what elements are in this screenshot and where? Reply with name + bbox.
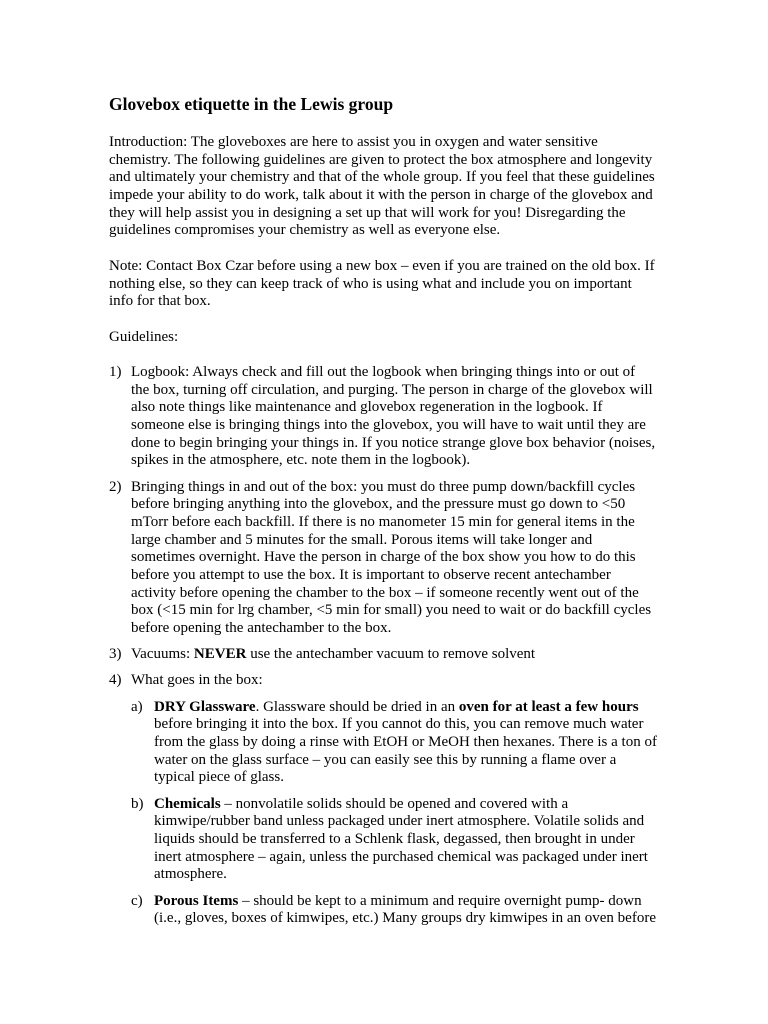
document-body	[109, 134, 669, 928]
item-line: before you attempt to use the box. It is important to observe recent antechamber	[131, 567, 611, 583]
list-marker: 2)	[109, 478, 122, 495]
item-line: before opening the antechamber to the box.	[131, 620, 392, 637]
note-line: nothing else, so they can keep track of who is using what and include you on important	[109, 275, 632, 292]
item-line: water on the glass surface – you can easily see this by running a flame over a	[154, 751, 617, 768]
subitem-porous-items	[131, 893, 669, 928]
guideline-item-bringing-things-in	[109, 479, 669, 638]
intro-line: Introduction: The gloveboxes are here to assist you in oxygen and water sensitive	[109, 134, 598, 150]
item-line: sometimes overnight. Have the person in charge of the box show you how to do this	[131, 549, 636, 566]
sub-list	[131, 699, 669, 928]
item-line: the box, turning off circulation, and purging. The person in charge of the glovebox will	[131, 381, 653, 398]
item-line: Logbook: Always check and fill out the logbook when bringing things into or out of	[131, 363, 636, 380]
list-marker: 1)	[109, 363, 122, 380]
list-item-body	[131, 479, 669, 638]
intro-line: they will help assist you in designing a set up that will work for you! Disregarding the	[109, 204, 626, 221]
item-line: atmosphere.	[154, 866, 227, 883]
subitem-heading: Porous Items	[154, 892, 239, 909]
guidelines-list	[109, 364, 669, 928]
item-line: inert atmosphere – again, unless the purchased chemical was packaged under inert	[154, 848, 648, 865]
item-line: What goes in the box:	[131, 672, 263, 689]
item-line	[154, 699, 669, 717]
item-line	[154, 893, 669, 911]
item-line: from the glass by doing a rinse with EtOH or MeOH then hexanes. There is a ton of	[154, 734, 657, 751]
intro-line: guidelines compromises your chemistry as well as everyone else.	[109, 222, 501, 239]
guideline-item-logbook	[109, 364, 669, 470]
list-marker: 3)	[109, 646, 122, 663]
guideline-item-vacuums	[109, 646, 669, 664]
sub-item-body	[154, 699, 669, 787]
item-line: typical piece of glass.	[154, 769, 284, 786]
item-line: liquids should be transferred to a Schlenk flask, degassed, then brought in under	[154, 830, 635, 847]
item-text: . Glassware should be dried in an	[255, 698, 456, 715]
item-line: large chamber and 5 minutes for the small. Porous items will take longer and	[131, 531, 593, 548]
item-line	[154, 796, 669, 814]
item-line: done to begin bringing your things in. If you notice strange glove box behavior (noises,	[131, 434, 656, 451]
item-line: activity before opening the chamber to the box – if someone recently went out of the	[131, 584, 639, 601]
item-text: – should be kept to a minimum and require overnight pump- down	[242, 892, 642, 909]
note-line: info for that box.	[109, 293, 211, 310]
sub-item-body	[154, 893, 669, 928]
list-item-body	[131, 364, 669, 470]
note-line: Note: Contact Box Czar before using a new box – even if you are trained on the old box. If	[109, 257, 655, 274]
list-item-body	[131, 672, 669, 927]
intro-line: impede your ability to do work, talk about it with the person in charge of the glovebox and	[109, 187, 653, 204]
subitem-chemicals	[131, 796, 669, 884]
subitem-dry-glassware	[131, 699, 669, 787]
item-line: also note things like maintenance and glovebox regeneration in the logbook. If	[131, 399, 603, 416]
item-line: kimwipe/rubber band unless packaged under inert atmosphere. Volatile solids and	[154, 813, 645, 830]
item-line: spikes in the atmosphere, etc. note them in the logbook).	[131, 452, 471, 469]
item-line: Bringing things in and out of the box: you must do three pump down/backfill cycles	[131, 478, 636, 495]
item-label: Vacuums:	[131, 646, 191, 663]
item-line: someone else is bringing things into the glovebox, you will have to wait until they are	[131, 417, 646, 433]
subitem-heading: Chemicals	[154, 795, 221, 812]
item-line: before bringing anything into the glovebox, and the pressure must go down to <50	[131, 496, 626, 513]
item-line: mTorr before each backfill. If there is no manometer 15 min for general items in the	[131, 513, 635, 530]
emphasis-text: NEVER	[193, 646, 247, 663]
list-item-body	[131, 646, 669, 664]
intro-line: and ultimately your chemistry and that of the whole group. If you feel that these guidelines	[109, 169, 655, 186]
sub-list-marker: b)	[131, 795, 144, 812]
sub-list-marker: a)	[131, 698, 143, 715]
intro-line: chemistry. The following guidelines are given to protect the box atmosphere and longevity	[109, 151, 653, 168]
item-text: – nonvolatile solids should be opened and covered with a	[224, 795, 569, 812]
item-text: use the antechamber vacuum to remove solvent	[250, 646, 536, 663]
emphasis-text: oven for at least a few hours	[458, 698, 639, 715]
item-line: (i.e., gloves, boxes of kimwipes, etc.) Many groups dry kimwipes in an oven before	[154, 910, 656, 927]
sub-item-body	[154, 796, 669, 884]
list-marker: 4)	[109, 672, 122, 689]
item-line: box (<15 min for lrg chamber, <5 min for small) you need to wait or do backfill cycles	[131, 602, 652, 619]
item-line: before bringing it into the box. If you cannot do this, you can remove much water	[154, 716, 644, 733]
note-paragraph	[109, 258, 669, 311]
introduction-paragraph	[109, 134, 669, 240]
sub-list-marker: c)	[131, 892, 143, 909]
guidelines-heading: Guidelines:	[109, 328, 179, 345]
item-line	[131, 646, 669, 664]
subitem-heading: DRY Glassware	[154, 698, 256, 715]
document-title: Glovebox etiquette in the Lewis group	[109, 94, 394, 114]
guideline-item-what-goes-in-the-box	[109, 672, 669, 927]
